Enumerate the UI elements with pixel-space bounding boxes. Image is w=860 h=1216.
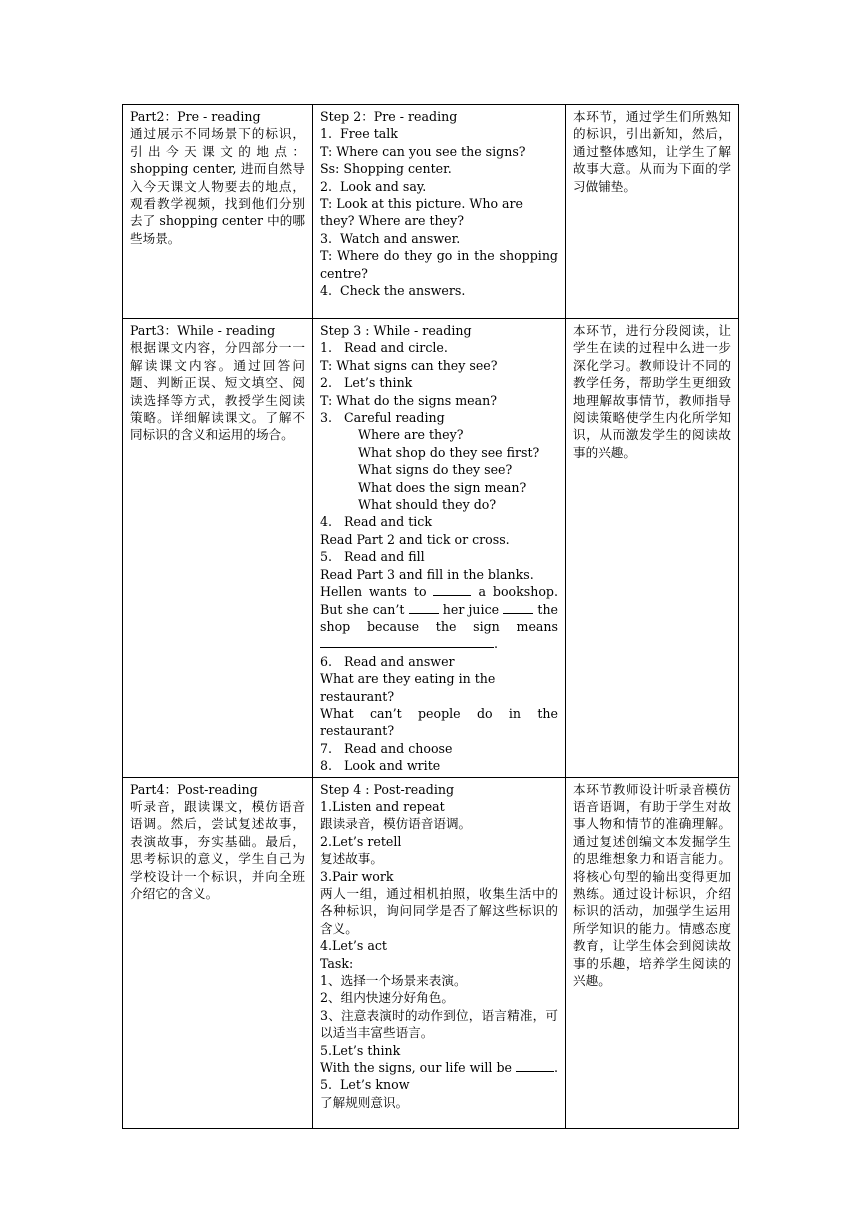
think-sentence [320,1059,558,1076]
blank-line [409,601,439,614]
part-title: Part2：Pre - reading [130,109,261,124]
fill-text: her juice [442,601,500,617]
step-line: T: What signs can they see? [320,357,498,373]
document-page [122,104,738,1129]
blank-line [433,583,471,596]
step-line: 2、组内快速分好角色。 [320,990,454,1006]
purpose-text: 本环节教师设计听录音模仿语音语调，有助于学生对故事人物和情节的准确理解。通过复述创编文本发掘学生的思维想象力和语言能力。将核心句型的输出变得更加熟练。通过设计标识，介绍标识的活动，加强学生运用所学知识的能力。情感态度教育，让学生体会到阅读故事的乐趣，培养学生阅读的兴趣。 [573,781,731,989]
purpose-text: 本环节，进行分段阅读，让学生在读的过程中么进一步深化学习。教师设计不同的教学任务，帮助学生更细致地理解故事情节，教师指导阅读策略使学生内化所学知识，从而激发学生的阅读故事的兴趣。 [573,323,731,460]
part-title: Part4：Post-reading [130,781,258,797]
step-line: Read Part 2 and tick or cross. [320,531,510,547]
part-description: 根据课文内容，分四部分一一解读课文内容。通过回答问题、判断正误、短文填空、阅读选择等方式，教授学生阅读策略。详细解读课文。了解不同标识的含义和运用的场合。 [130,340,305,443]
step-line: 5. Let’s know [320,1077,410,1093]
step-heading: Step 3 : While - reading [320,323,472,338]
part-cell [123,105,313,319]
step-line: Task: [320,955,354,971]
question-line: What does the sign mean? [358,479,527,495]
step-line: 1、选择一个场景来表演。 [320,973,467,989]
think-text: . [553,1060,558,1076]
step-heading: Step 4 : Post-reading [320,781,455,797]
lesson-plan-table [122,104,739,1129]
purpose-cell [566,319,739,778]
fill-text: the shop because the sign means [320,601,559,634]
fill-text: Hellen wants to [320,584,427,600]
blank-line [503,601,533,614]
part-description: 通过展示不同场景下的标识，引出今天课文的地点：shopping center, 进而自然导入今天课文人物要去的地点，观看教学视频，找到他们分别去了 shopping center 中的哪些场景。 [130,126,305,246]
step-line: 3. Careful reading [320,410,445,426]
purpose-cell [566,777,739,1128]
part-title: Part3：While - reading [130,323,276,338]
step-line: 3. Watch and answer. [320,230,461,246]
step-line: 8. Look and write [320,758,441,774]
table-row [123,319,739,778]
question-line: Where are they? [358,427,464,443]
step-line: T: Look at this picture. Who are they? Where are they? [320,196,528,229]
step-line: 4.Let’s act [320,938,387,954]
step-line: 2. Look and say. [320,178,427,194]
table-row [123,777,739,1128]
question-line: What shop do they see first? [358,444,540,460]
step-line: 3.Pair work [320,868,394,884]
step-line: 5.Let’s think [320,1042,401,1058]
step-line: T: What do the signs mean? [320,392,497,408]
fill-text: a bookshop. But she can’t [320,584,558,617]
step-line: 2.Let’s retell [320,833,402,849]
blank-line [320,635,494,648]
step-line: 跟读录音，模仿语音语调。 [320,816,472,832]
steps-cell [313,105,566,319]
step-line: 6. Read and answer [320,653,455,669]
think-text: With the signs, our life will be [320,1060,512,1076]
part-description: 听录音，跟读课文，模仿语音语调。然后，尝试复述故事，表演故事，夯实基础。最后，思考标识的意义，学生自己为学校设计一个标识，并向全班介绍它的含义。 [130,798,305,901]
step-line: 1.Listen and repeat [320,798,445,814]
question-line: What signs do they see? [358,462,513,478]
steps-cell [313,777,566,1128]
question-line: What should they do? [358,497,497,513]
step-line: 1. Free talk [320,126,398,142]
step-line: What are they eating in the restaurant? [320,671,500,704]
fill-text: . [494,636,499,652]
blank-line [516,1059,554,1072]
step-line: What can’t people do in the restaurant? [320,705,563,739]
table-row [123,105,739,319]
step-line: 5. Read and fill [320,549,425,565]
step-heading: Step 2：Pre - reading [320,109,458,124]
step-line: 两人一组，通过相机拍照，收集生活中的各种标识，询问同学是否了解这些标识的含义。 [320,886,558,936]
step-line: 3、注意表演时的动作到位，语言精准，可以适当丰富些语言。 [320,1007,558,1041]
part-cell [123,777,313,1128]
step-line: 2. Let’s think [320,375,413,391]
step-line: 4. Read and tick [320,514,432,530]
part-cell [123,319,313,778]
step-line: 4. Check the answers. [320,283,466,299]
step-line: 了解规则意识。 [320,1094,409,1110]
purpose-cell [566,105,739,319]
fill-blank-passage [320,583,558,653]
step-line: T: Where can you see the signs? [320,143,526,159]
step-line: 1. Read and circle. [320,340,448,356]
step-line: T: Where do they go in the shopping centre? [320,248,563,281]
purpose-text: 本环节，通过学生们所熟知的标识，引出新知，然后，通过整体感知，让学生了解故事大意。从而为下面的学习做铺垫。 [573,109,731,194]
step-line: 复述故事。 [320,851,383,867]
step-line: Read Part 3 and fill in the blanks. [320,566,534,582]
steps-cell [313,319,566,778]
step-line: Ss: Shopping center. [320,161,452,177]
step-line: 7. Read and choose [320,740,453,756]
